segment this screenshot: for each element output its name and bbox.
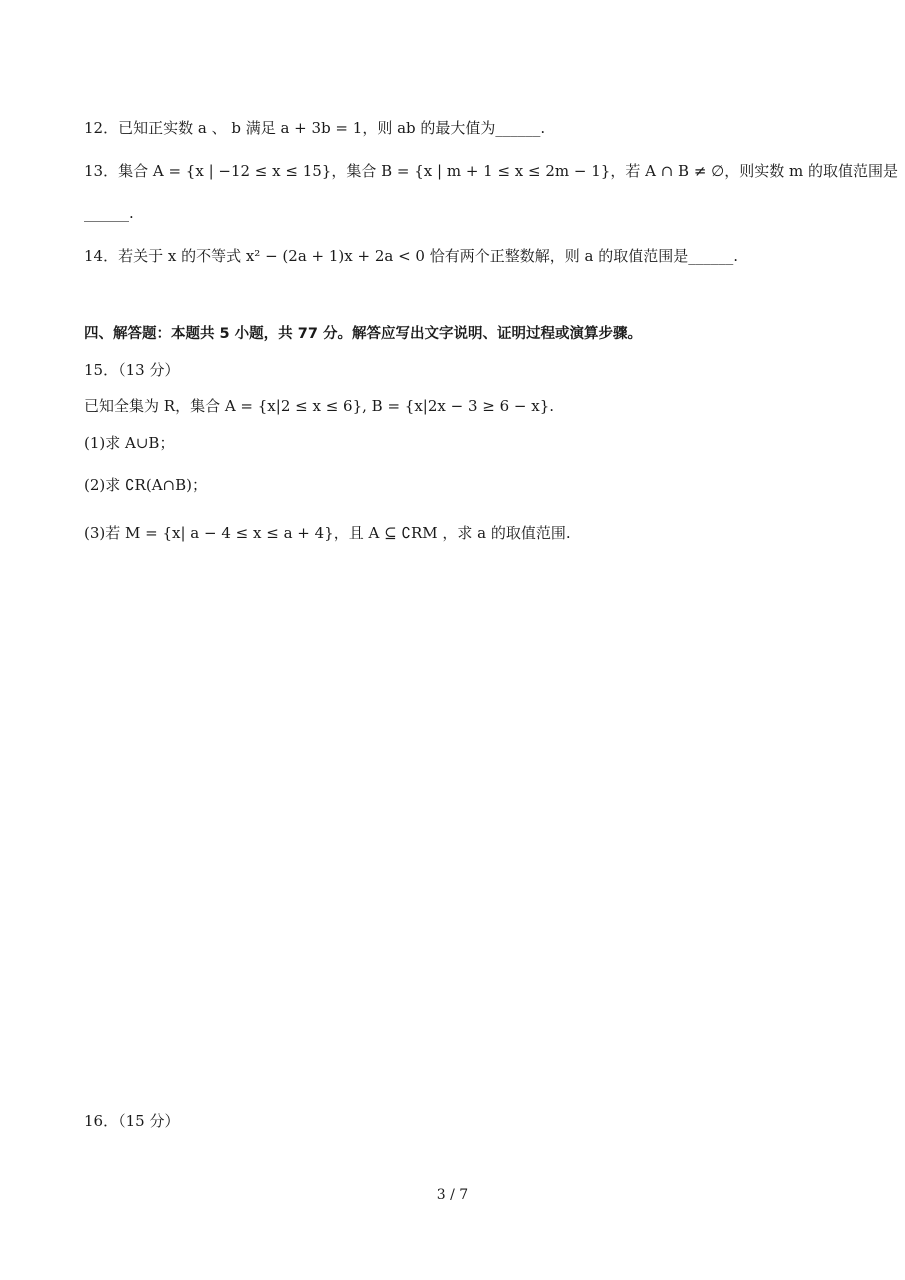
- question-14: 14．若关于 x 的不等式 x² − (2a + 1)x + 2a < 0 恰有两个正整数解，则 a 的取值范围是______.: [84, 247, 738, 265]
- section-4-heading: 四、解答题：本题共 5 小题，共 77 分。解答应写出文字说明、证明过程或演算步骤。: [84, 326, 642, 342]
- page-number: 3 / 7: [436, 1187, 469, 1203]
- question-16-number: 16．（15 分）: [84, 1112, 180, 1130]
- question-15-part-3: (3)若 M = {x| a − 4 ≤ x ≤ a + 4}，且 A ⊆ ∁RM ，求 a 的取值范围.: [84, 524, 571, 542]
- question-15-part-1: (1)求 A∪B；: [84, 434, 175, 452]
- question-15-number: 15．（13 分）: [84, 361, 180, 379]
- question-13-answer-blank: ______.: [84, 204, 134, 222]
- question-12: 12．已知正实数 a 、 b 满足 a + 3b = 1，则 ab 的最大值为______.: [84, 119, 546, 137]
- question-15-stem: 已知全集为 R，集合 A = {x|2 ≤ x ≤ 6}, B = {x|2x − 3 ≥ 6 − x}.: [84, 397, 555, 415]
- question-15-part-2: (2)求 ∁R(A∩B)；: [84, 476, 207, 494]
- question-13-line-1: 13．集合 A = {x | −12 ≤ x ≤ 15}，集合 B = {x | m + 1 ≤ x ≤ 2m − 1}，若 A ∩ B ≠ ∅，则实数 m 的取值范围是: [84, 162, 898, 180]
